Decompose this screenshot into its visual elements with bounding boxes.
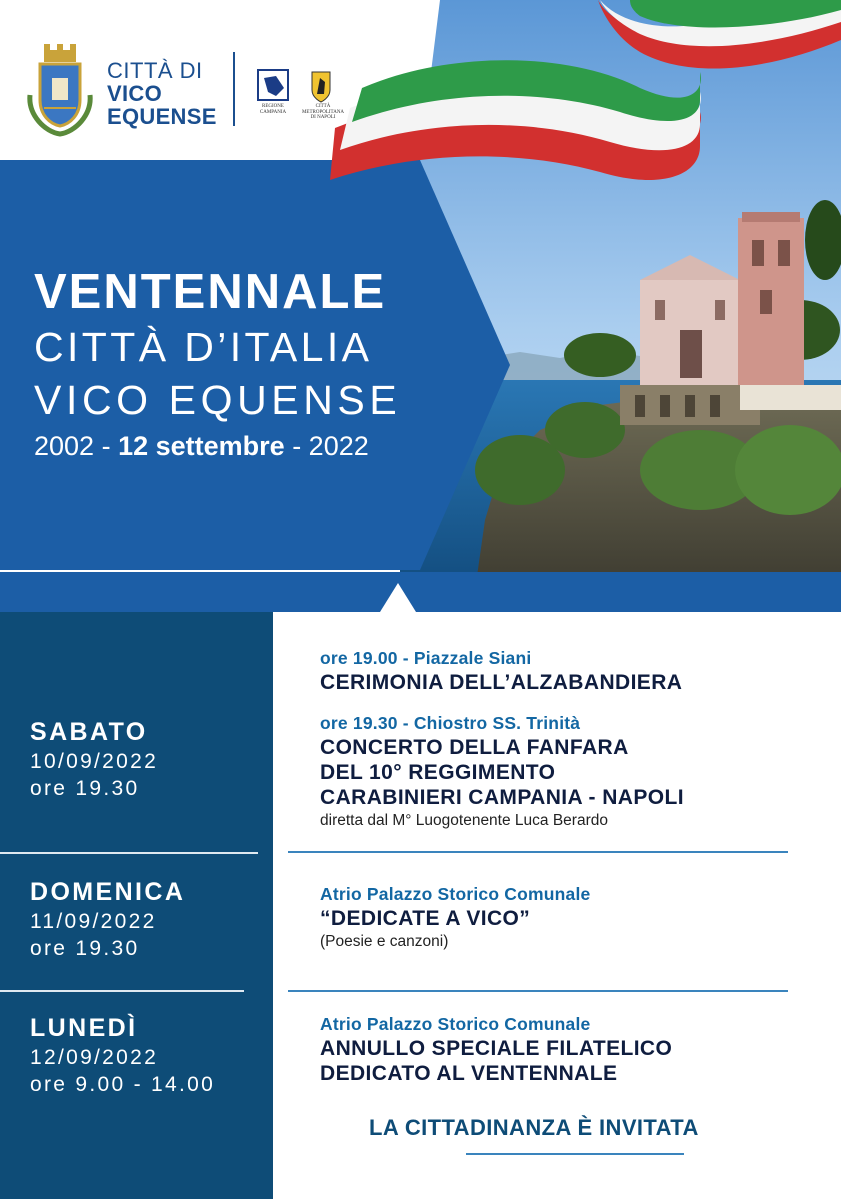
event-divider <box>288 990 788 992</box>
day-time: ore 19.30 <box>30 937 140 960</box>
day-saturday <box>30 720 158 799</box>
event-title-line: DEL 10° REGGIMENTO <box>320 760 556 784</box>
regione-campania-logo <box>258 70 288 100</box>
event-title-line: DEDICATO AL VENTENNALE <box>320 1061 618 1085</box>
citta-metropolitana-caption-line2: DI NAPOLI <box>310 115 336 120</box>
event-dedicate-a-vico <box>320 886 590 951</box>
day-date: 10/09/2022 <box>30 750 159 773</box>
hero-title: VENTENNALE <box>34 265 387 319</box>
event-note: diretta dal M° Luogotenente Luca Berardo <box>320 812 608 830</box>
day-date: 11/09/2022 <box>30 910 157 933</box>
day-date: 12/09/2022 <box>30 1046 159 1069</box>
event-title: “DEDICATE A VICO” <box>320 906 531 930</box>
event-divider <box>288 851 788 853</box>
hero-city: VICO EQUENSE <box>34 377 402 423</box>
day-name: SABATO <box>30 718 148 746</box>
city-name <box>107 60 217 128</box>
hero-subtitle: CITTÀ D’ITALIA <box>34 324 373 370</box>
day-divider <box>0 852 258 854</box>
city-name-line2: VICO <box>107 81 162 106</box>
event-title-line: CONCERTO DELLA FANFARA <box>320 735 629 759</box>
hero-dates <box>34 433 369 460</box>
event-place: ore 19.30 - Chiostro SS. Trinità <box>320 713 581 733</box>
event-place: Atrio Palazzo Storico Comunale <box>320 884 591 904</box>
day-name: LUNEDÌ <box>30 1014 138 1042</box>
event-title: CERIMONIA DELL’ALZABANDIERA <box>320 670 683 694</box>
citta-metropolitana-caption <box>300 104 346 121</box>
header-divider <box>233 52 235 126</box>
hero-date-start: 2002 - <box>34 431 111 461</box>
regione-campania-caption: REGIONE CAMPANIA <box>259 104 287 115</box>
event-title-line: CARABINIERI CAMPANIA - NAPOLI <box>320 785 684 809</box>
event-title-line: ANNULLO SPECIALE FILATELICO <box>320 1036 673 1060</box>
day-divider <box>0 990 244 992</box>
day-name: DOMENICA <box>30 878 186 906</box>
event-place: Atrio Palazzo Storico Comunale <box>320 1014 591 1034</box>
citta-metropolitana-caption-line1: CITTÀ METROPOLITANA <box>301 104 345 115</box>
event-note: (Poesie e canzoni) <box>320 932 449 950</box>
invitation-text: LA CITTADINANZA È INVITATA <box>369 1115 699 1140</box>
event-concerto <box>320 715 684 831</box>
event-place: ore 19.00 - Piazzale Siani <box>320 648 532 668</box>
day-time: ore 19.30 <box>30 777 140 800</box>
city-name-line1: CITTÀ DI <box>107 58 203 83</box>
invitation-underline <box>466 1153 684 1155</box>
hero-date-main: 12 settembre <box>118 431 285 461</box>
citta-metropolitana-logo <box>312 72 330 102</box>
day-sunday <box>30 880 185 959</box>
hero-date-end: - 2022 <box>292 431 369 461</box>
day-monday <box>30 1016 215 1095</box>
event-annullo-filatelico <box>320 1016 672 1086</box>
day-time: ore 9.00 - 14.00 <box>30 1073 216 1096</box>
event-alzabandiera <box>320 650 682 695</box>
city-name-line3: EQUENSE <box>107 104 217 129</box>
